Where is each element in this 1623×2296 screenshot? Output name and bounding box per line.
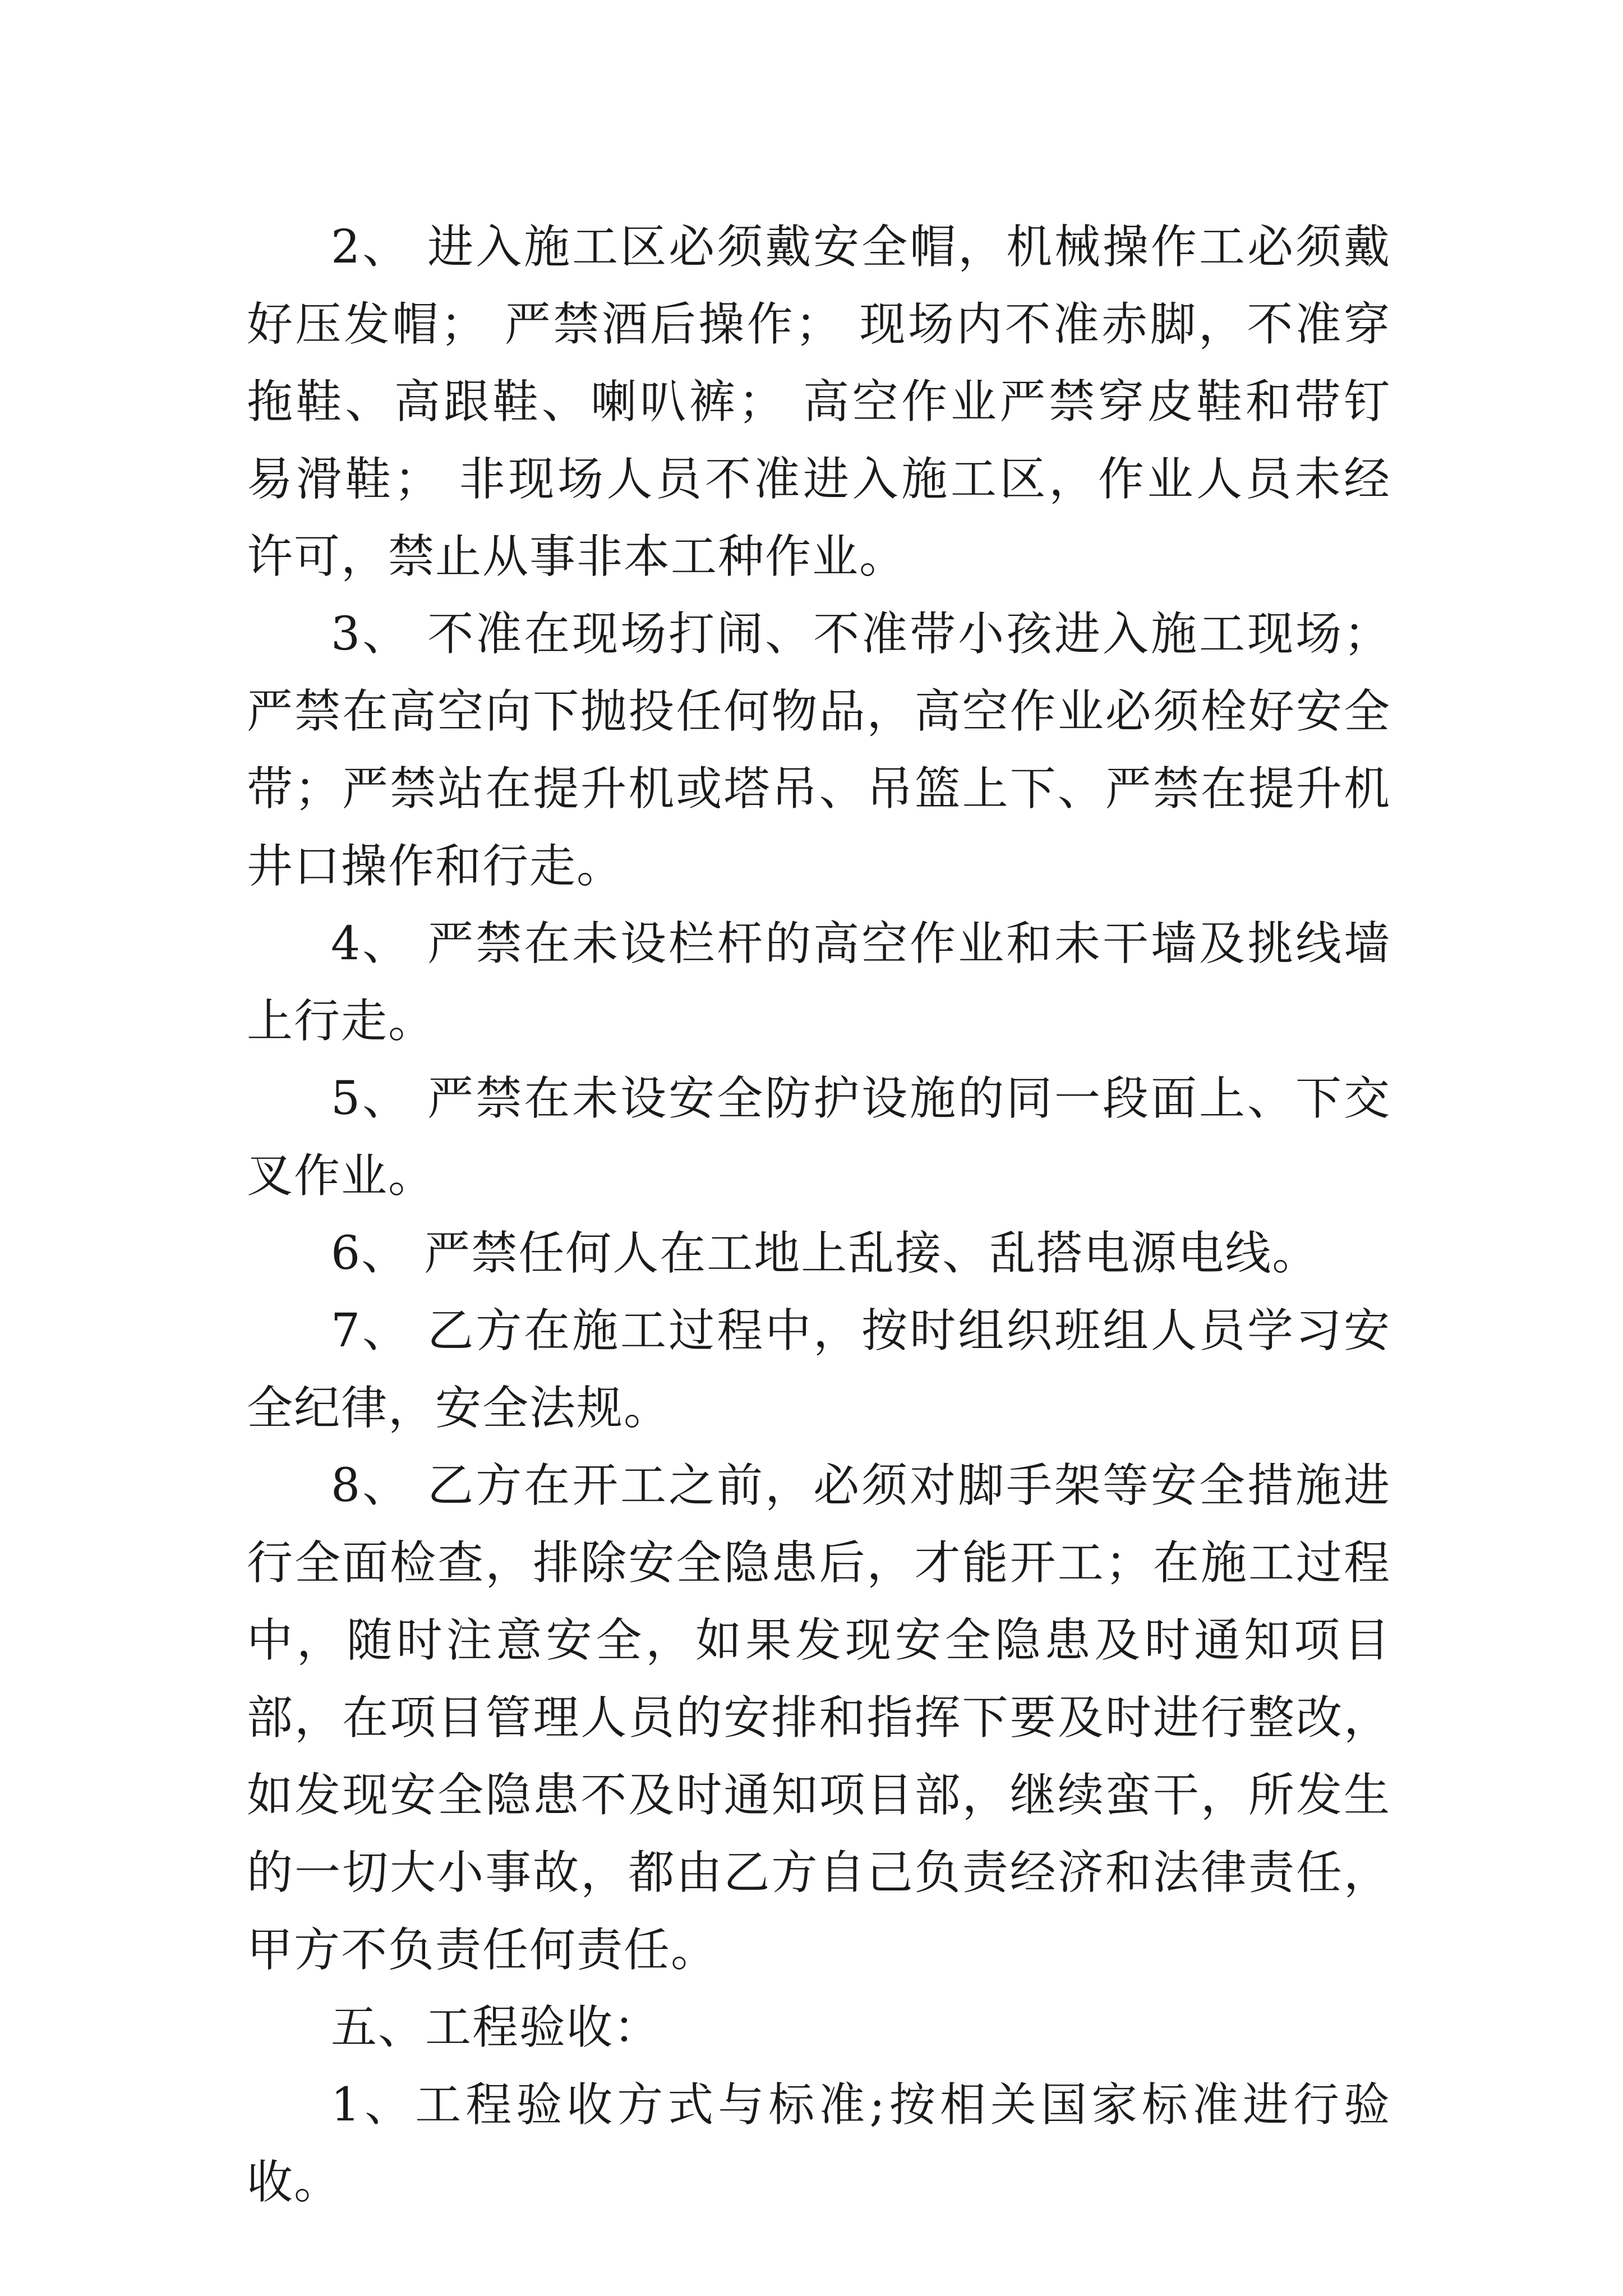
paragraph-item-2: 2、 进入施工区必须戴安全帽，机械操作工必须戴好压发帽； 严禁酒后操作； 现场内不准赤脚，不准穿拖鞋、高跟鞋、喇叭裤； 高空作业严禁穿皮鞋和带钉易滑鞋； 非现场人员不准进入施工区，作业人员未经许可，禁止从事非本工种作业。 (247, 220, 1391, 583)
paragraph-acceptance-1: 1、工程验收方式与标准;按相关国家标准进行验收。 (247, 2078, 1391, 2209)
paragraph-item-6: 6、 严禁任何人在工地上乱接、乱搭电源电线。 (331, 1227, 1320, 1280)
paragraph-item-7: 7、 乙方在施工过程中，按时组织班组人员学习安全纪律，安全法规。 (247, 1304, 1391, 1435)
paragraph-item-8: 8、 乙方在开工之前，必须对脚手架等安全措施进行全面检查，排除安全隐患后，才能开工；在施工过程中，随时注意安全，如果发现安全隐患及时通知项目部，在项目管理人员的安排和指挥下要及时进行整改，如发现安全隐患不及时通知项目部，继续蛮干，所发生的一切大小事故，都由乙方自己负责经济和法律责任，甲方不负责任何责任。 (247, 1459, 1391, 1977)
paragraph-item-3: 3、 不准在现场打闹、不准带小孩进入施工现场； 严禁在高空向下抛投任何物品，高空作业必须栓好安全带；严禁站在提升机或塔吊、吊篮上下、严禁在提升机井口操作和行走。 (247, 608, 1391, 893)
paragraph-item-4: 4、 严禁在未设栏杆的高空作业和未干墙及挑线墙上行走。 (247, 917, 1391, 1048)
section-heading-acceptance: 五、工程验收： (331, 2001, 661, 2054)
document-body (247, 209, 1391, 2221)
paragraph-item-5: 5、 严禁在未设安全防护设施的同一段面上、下交叉作业。 (247, 1072, 1391, 1203)
